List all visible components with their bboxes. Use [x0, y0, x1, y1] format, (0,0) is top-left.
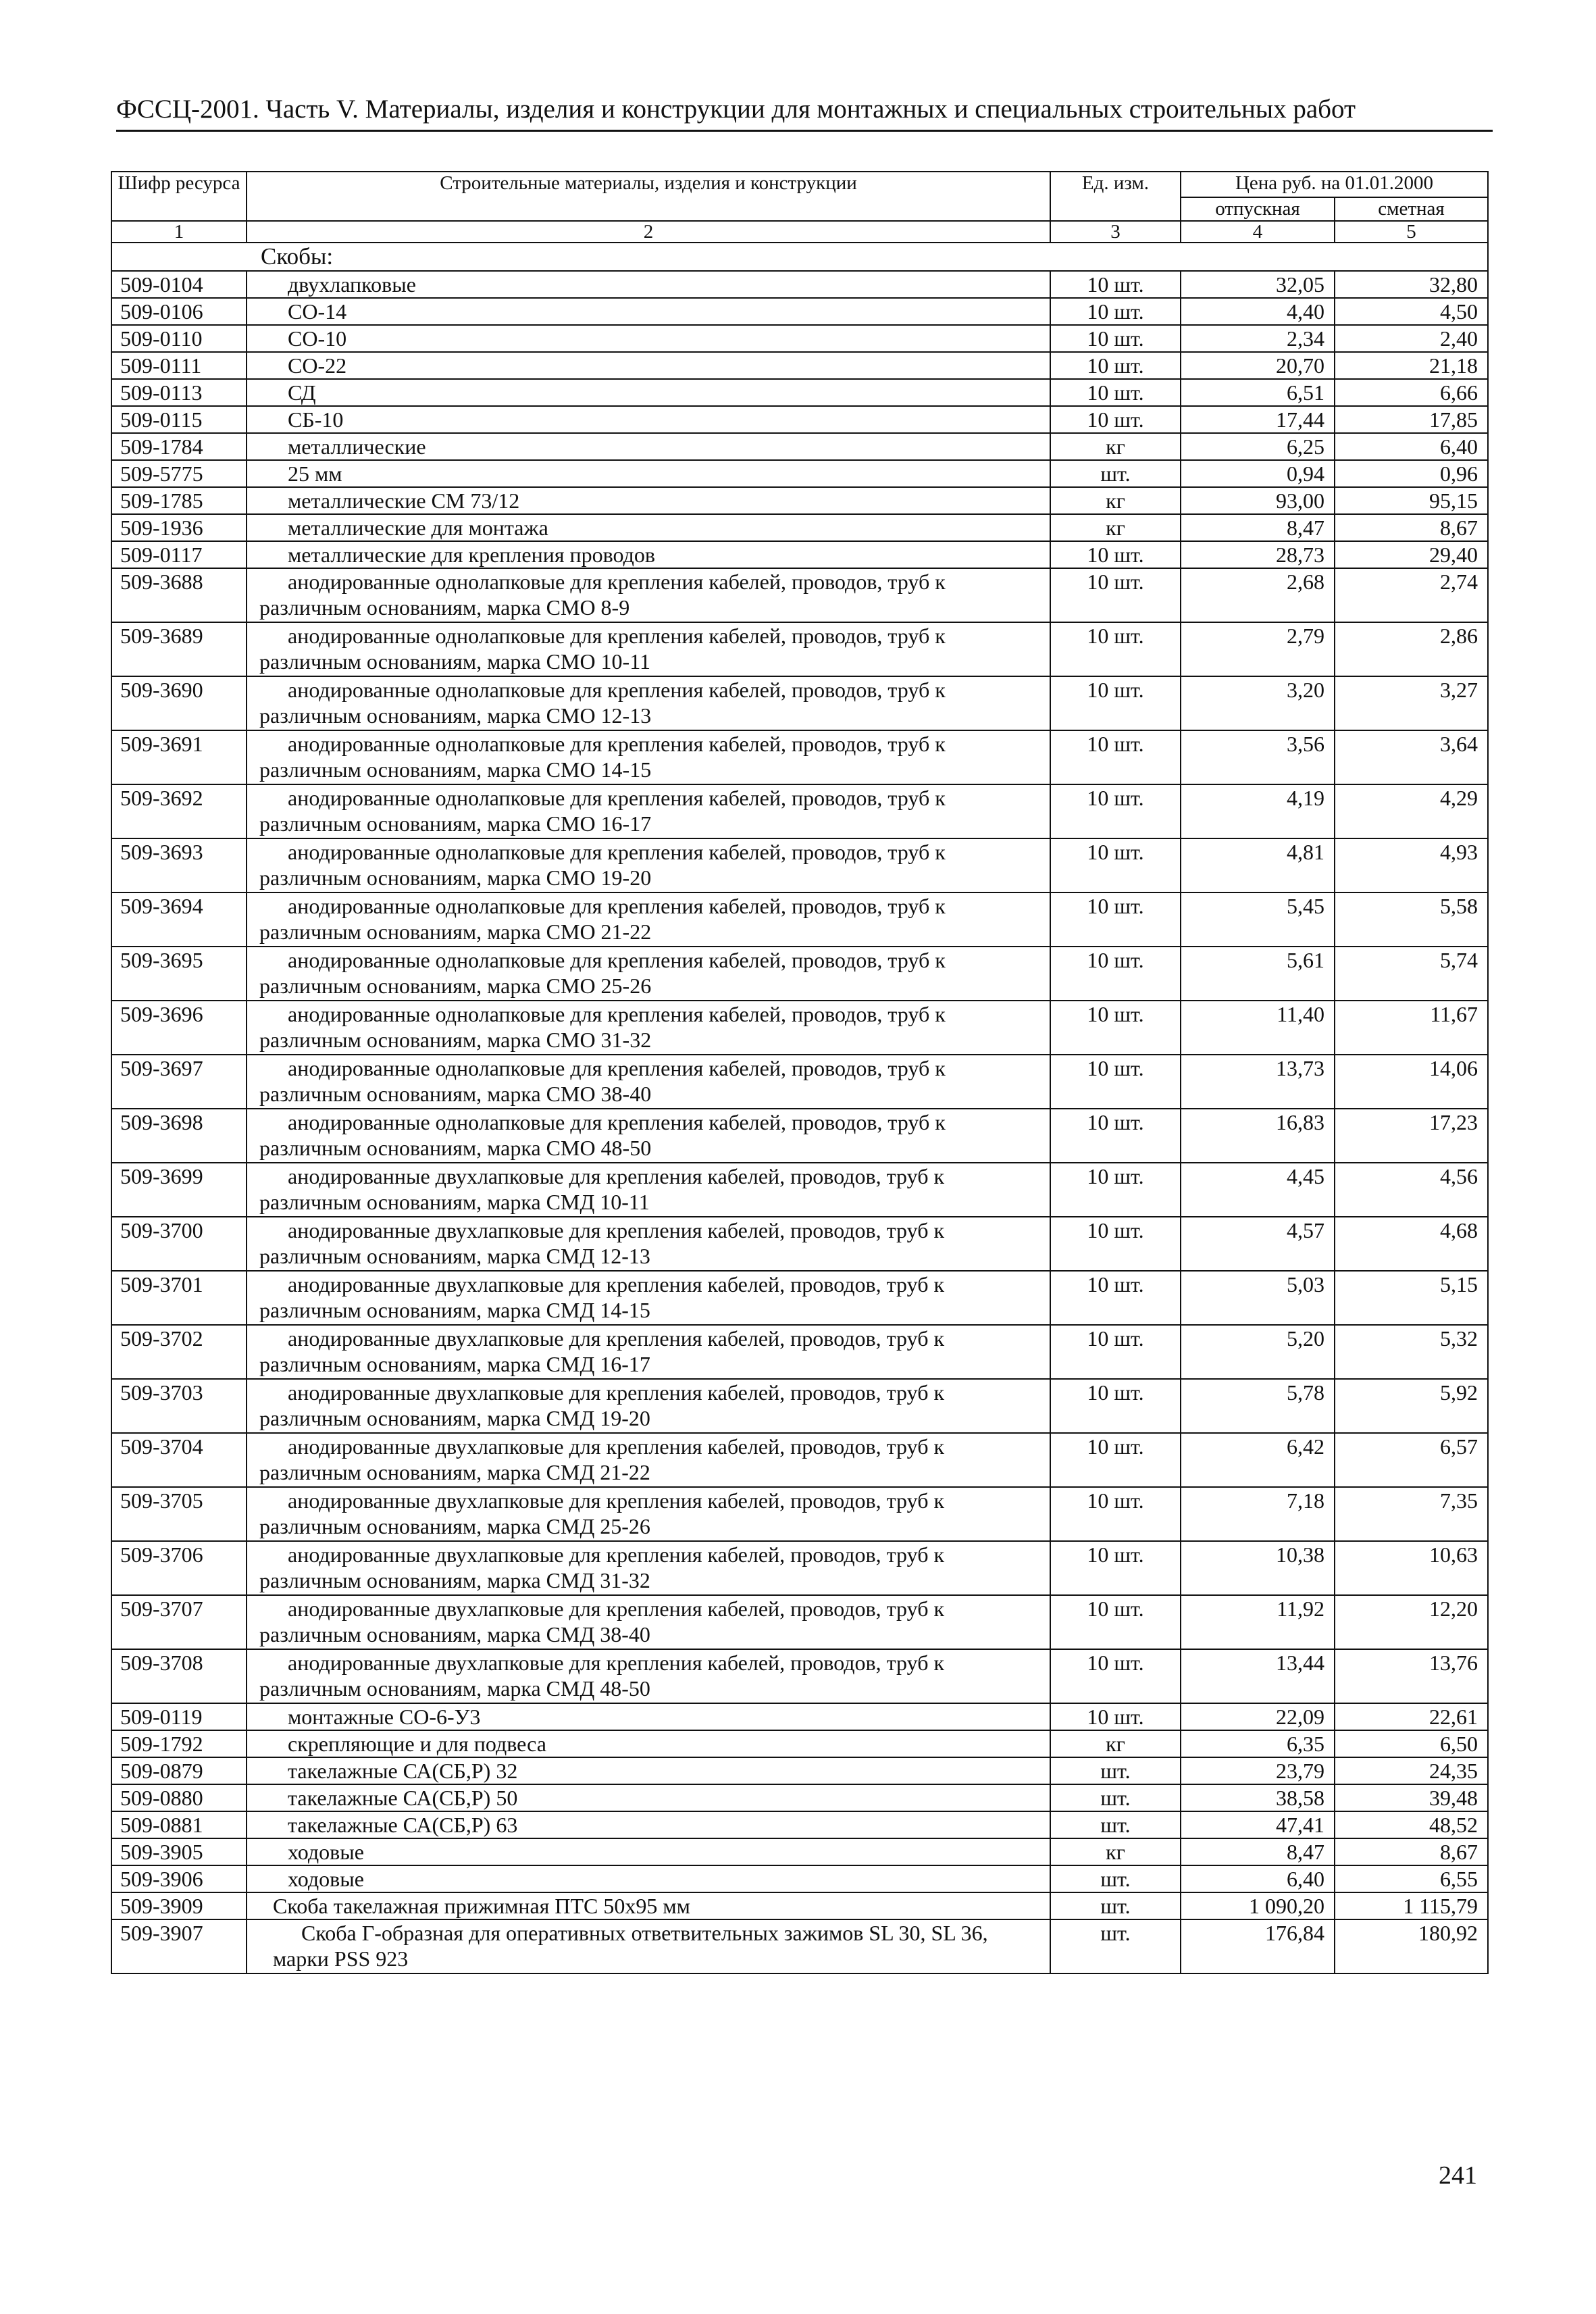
- table-row: [111, 1541, 1488, 1595]
- table-row: [111, 1757, 1488, 1784]
- cell-price-release: 4,81: [1181, 838, 1335, 892]
- cell-unit: 10 шт.: [1050, 406, 1181, 433]
- cell-code: 509-0880: [111, 1784, 247, 1811]
- cell-name: металлические СМ 73/12: [247, 487, 1050, 514]
- cell-price-estimate: 4,29: [1335, 784, 1488, 838]
- cell-name: анодированные однолапковые для крепления кабелей, проводов, труб к различным основаниям, марка СМО 19-20: [247, 838, 1050, 892]
- column-number: 3: [1050, 221, 1181, 243]
- cell-unit: 10 шт.: [1050, 541, 1181, 568]
- cell-name: СД: [247, 379, 1050, 406]
- table-row: [111, 1784, 1488, 1811]
- cell-code: 509-0110: [111, 325, 247, 352]
- cell-name: анодированные однолапковые для крепления кабелей, проводов, труб к различным основаниям, марка СМО 25-26: [247, 947, 1050, 1001]
- cell-price-estimate: 5,32: [1335, 1325, 1488, 1379]
- table-row: [111, 568, 1488, 622]
- table-row: [111, 298, 1488, 325]
- cell-price-estimate: 4,93: [1335, 838, 1488, 892]
- table-row: [111, 1838, 1488, 1865]
- cell-code: 509-3691: [111, 730, 247, 784]
- cell-price-estimate: 32,80: [1335, 271, 1488, 298]
- cell-unit: 10 шт.: [1050, 947, 1181, 1001]
- cell-price-release: 7,18: [1181, 1487, 1335, 1541]
- table-row: [111, 892, 1488, 947]
- cell-price-release: 47,41: [1181, 1811, 1335, 1838]
- cell-code: 509-3696: [111, 1001, 247, 1055]
- cell-code: 509-1792: [111, 1730, 247, 1757]
- cell-code: 509-3708: [111, 1649, 247, 1703]
- cell-code: 509-3906: [111, 1865, 247, 1892]
- cell-code: 509-1785: [111, 487, 247, 514]
- cell-name: анодированные двухлапковые для крепления кабелей, проводов, труб к различным основаниям, марка СМД 19-20: [247, 1379, 1050, 1433]
- table-row: [111, 379, 1488, 406]
- cell-price-release: 4,19: [1181, 784, 1335, 838]
- cell-price-release: 11,40: [1181, 1001, 1335, 1055]
- cell-name: анодированные однолапковые для крепления кабелей, проводов, труб к различным основаниям, марка СМО 12-13: [247, 676, 1050, 730]
- header-price-group: Цена руб. на 01.01.2000: [1181, 172, 1488, 197]
- cell-price-release: 22,09: [1181, 1703, 1335, 1730]
- cell-price-release: 8,47: [1181, 1838, 1335, 1865]
- table-row: [111, 460, 1488, 487]
- header-price-release: отпускная: [1181, 197, 1335, 221]
- cell-name: металлические: [247, 433, 1050, 460]
- cell-price-estimate: 6,50: [1335, 1730, 1488, 1757]
- cell-price-estimate: 2,74: [1335, 568, 1488, 622]
- cell-unit: 10 шт.: [1050, 892, 1181, 947]
- cell-price-release: 32,05: [1181, 271, 1335, 298]
- cell-code: 509-3703: [111, 1379, 247, 1433]
- cell-code: 509-3688: [111, 568, 247, 622]
- column-number: 4: [1181, 221, 1335, 243]
- column-numbers-row: [111, 221, 1488, 243]
- cell-name: Скоба такелажная прижимная ПТС 50х95 мм: [247, 1892, 1050, 1919]
- table-row: [111, 730, 1488, 784]
- table-row: [111, 1217, 1488, 1271]
- cell-price-estimate: 39,48: [1335, 1784, 1488, 1811]
- cell-code: 509-3692: [111, 784, 247, 838]
- cell-price-release: 5,20: [1181, 1325, 1335, 1379]
- cell-unit: кг: [1050, 514, 1181, 541]
- cell-code: 509-3690: [111, 676, 247, 730]
- cell-price-release: 13,73: [1181, 1055, 1335, 1109]
- column-number: 5: [1335, 221, 1488, 243]
- cell-code: 509-3907: [111, 1919, 247, 1973]
- cell-name: анодированные двухлапковые для крепления кабелей, проводов, труб к различным основаниям, марка СМД 14-15: [247, 1271, 1050, 1325]
- table-row: [111, 1865, 1488, 1892]
- cell-name: анодированные двухлапковые для крепления кабелей, проводов, труб к различным основаниям, марка СМД 16-17: [247, 1325, 1050, 1379]
- cell-unit: кг: [1050, 433, 1181, 460]
- header-name: Строительные материалы, изделия и конструкции: [247, 172, 1050, 221]
- table-row: [111, 1163, 1488, 1217]
- table-row: [111, 622, 1488, 676]
- table-row: [111, 541, 1488, 568]
- cell-price-estimate: 14,06: [1335, 1055, 1488, 1109]
- table-row: [111, 1001, 1488, 1055]
- cell-price-release: 4,40: [1181, 298, 1335, 325]
- table-row: [111, 1919, 1488, 1973]
- cell-unit: 10 шт.: [1050, 298, 1181, 325]
- table-row: [111, 1892, 1488, 1919]
- table-row: [111, 1055, 1488, 1109]
- table-row: [111, 406, 1488, 433]
- cell-name: анодированные двухлапковые для крепления кабелей, проводов, труб к различным основаниям, марка СМД 10-11: [247, 1163, 1050, 1217]
- cell-price-estimate: 4,56: [1335, 1163, 1488, 1217]
- cell-code: 509-3707: [111, 1595, 247, 1649]
- cell-price-release: 93,00: [1181, 487, 1335, 514]
- cell-price-release: 5,03: [1181, 1271, 1335, 1325]
- cell-unit: 10 шт.: [1050, 1703, 1181, 1730]
- cell-price-estimate: 8,67: [1335, 1838, 1488, 1865]
- cell-unit: шт.: [1050, 1784, 1181, 1811]
- cell-price-estimate: 17,85: [1335, 406, 1488, 433]
- table-row: [111, 1595, 1488, 1649]
- section-row: [111, 243, 1488, 271]
- cell-price-release: 3,56: [1181, 730, 1335, 784]
- cell-unit: 10 шт.: [1050, 1649, 1181, 1703]
- cell-code: 509-3698: [111, 1109, 247, 1163]
- cell-price-estimate: 180,92: [1335, 1919, 1488, 1973]
- section-title: Скобы:: [111, 243, 1488, 271]
- cell-price-release: 6,42: [1181, 1433, 1335, 1487]
- cell-unit: шт.: [1050, 1811, 1181, 1838]
- cell-code: 509-0106: [111, 298, 247, 325]
- cell-name: металлические для монтажа: [247, 514, 1050, 541]
- cell-unit: 10 шт.: [1050, 676, 1181, 730]
- table-row: [111, 1811, 1488, 1838]
- cell-unit: 10 шт.: [1050, 1055, 1181, 1109]
- cell-unit: кг: [1050, 487, 1181, 514]
- cell-code: 509-0111: [111, 352, 247, 379]
- cell-price-estimate: 6,66: [1335, 379, 1488, 406]
- cell-unit: 10 шт.: [1050, 1163, 1181, 1217]
- cell-price-estimate: 11,67: [1335, 1001, 1488, 1055]
- cell-price-estimate: 13,76: [1335, 1649, 1488, 1703]
- cell-name: анодированные однолапковые для крепления кабелей, проводов, труб к различным основаниям, марка СМО 8-9: [247, 568, 1050, 622]
- cell-name: анодированные двухлапковые для крепления кабелей, проводов, труб к различным основаниям, марка СМД 38-40: [247, 1595, 1050, 1649]
- cell-price-estimate: 1 115,79: [1335, 1892, 1488, 1919]
- cell-name: анодированные однолапковые для крепления кабелей, проводов, труб к различным основаниям, марка СМО 16-17: [247, 784, 1050, 838]
- cell-price-estimate: 4,50: [1335, 298, 1488, 325]
- column-number: 1: [111, 221, 247, 243]
- table-row: [111, 784, 1488, 838]
- page-number: 241: [1439, 2161, 1477, 2190]
- cell-price-estimate: 6,40: [1335, 433, 1488, 460]
- cell-unit: кг: [1050, 1838, 1181, 1865]
- cell-price-release: 6,25: [1181, 433, 1335, 460]
- cell-code: 509-3697: [111, 1055, 247, 1109]
- cell-code: 509-0881: [111, 1811, 247, 1838]
- cell-price-estimate: 5,15: [1335, 1271, 1488, 1325]
- cell-price-release: 17,44: [1181, 406, 1335, 433]
- cell-price-release: 38,58: [1181, 1784, 1335, 1811]
- cell-code: 509-3702: [111, 1325, 247, 1379]
- table-row: [111, 1433, 1488, 1487]
- table-row: [111, 947, 1488, 1001]
- cell-price-estimate: 95,15: [1335, 487, 1488, 514]
- cell-unit: 10 шт.: [1050, 622, 1181, 676]
- cell-code: 509-0119: [111, 1703, 247, 1730]
- cell-name: анодированные однолапковые для крепления кабелей, проводов, труб к различным основаниям, марка СМО 48-50: [247, 1109, 1050, 1163]
- cell-unit: 10 шт.: [1050, 1541, 1181, 1595]
- header-price-estimate: сметная: [1335, 197, 1488, 221]
- cell-price-release: 11,92: [1181, 1595, 1335, 1649]
- table-row: [111, 838, 1488, 892]
- cell-unit: 10 шт.: [1050, 1001, 1181, 1055]
- cell-price-release: 13,44: [1181, 1649, 1335, 1703]
- cell-price-release: 6,35: [1181, 1730, 1335, 1757]
- cell-price-release: 3,20: [1181, 676, 1335, 730]
- cell-code: 509-0115: [111, 406, 247, 433]
- table-row: [111, 514, 1488, 541]
- cell-price-estimate: 24,35: [1335, 1757, 1488, 1784]
- cell-name: ходовые: [247, 1838, 1050, 1865]
- cell-code: 509-3701: [111, 1271, 247, 1325]
- cell-name: СО-22: [247, 352, 1050, 379]
- cell-unit: 10 шт.: [1050, 568, 1181, 622]
- cell-code: 509-3704: [111, 1433, 247, 1487]
- table-row: [111, 1379, 1488, 1433]
- cell-price-estimate: 29,40: [1335, 541, 1488, 568]
- table-row: [111, 1325, 1488, 1379]
- cell-price-estimate: 5,74: [1335, 947, 1488, 1001]
- cell-code: 509-3706: [111, 1541, 247, 1595]
- cell-code: 509-1936: [111, 514, 247, 541]
- cell-unit: шт.: [1050, 1919, 1181, 1973]
- cell-unit: 10 шт.: [1050, 352, 1181, 379]
- cell-price-release: 5,45: [1181, 892, 1335, 947]
- cell-name: такелажные СА(СБ,Р) 50: [247, 1784, 1050, 1811]
- column-number: 2: [247, 221, 1050, 243]
- cell-code: 509-3695: [111, 947, 247, 1001]
- cell-code: 509-0879: [111, 1757, 247, 1784]
- cell-name: анодированные однолапковые для крепления кабелей, проводов, труб к различным основаниям, марка СМО 31-32: [247, 1001, 1050, 1055]
- cell-code: 509-3705: [111, 1487, 247, 1541]
- cell-name: СО-10: [247, 325, 1050, 352]
- cell-name: анодированные двухлапковые для крепления кабелей, проводов, труб к различным основаниям, марка СМД 21-22: [247, 1433, 1050, 1487]
- cell-price-release: 28,73: [1181, 541, 1335, 568]
- cell-unit: 10 шт.: [1050, 1325, 1181, 1379]
- cell-name: анодированные однолапковые для крепления кабелей, проводов, труб к различным основаниям, марка СМО 38-40: [247, 1055, 1050, 1109]
- cell-price-estimate: 3,27: [1335, 676, 1488, 730]
- cell-price-estimate: 8,67: [1335, 514, 1488, 541]
- cell-unit: 10 шт.: [1050, 325, 1181, 352]
- cell-code: 509-3909: [111, 1892, 247, 1919]
- cell-price-estimate: 12,20: [1335, 1595, 1488, 1649]
- cell-price-estimate: 48,52: [1335, 1811, 1488, 1838]
- cell-price-estimate: 5,58: [1335, 892, 1488, 947]
- cell-price-release: 0,94: [1181, 460, 1335, 487]
- page-header: ФССЦ-2001. Часть V. Материалы, изделия и конструкции для монтажных и специальных строительных работ: [116, 95, 1356, 124]
- cell-code: 509-3699: [111, 1163, 247, 1217]
- cell-code: 509-0104: [111, 271, 247, 298]
- cell-price-release: 176,84: [1181, 1919, 1335, 1973]
- cell-unit: 10 шт.: [1050, 1487, 1181, 1541]
- cell-unit: 10 шт.: [1050, 838, 1181, 892]
- cell-unit: шт.: [1050, 1757, 1181, 1784]
- cell-name: монтажные СО-6-У3: [247, 1703, 1050, 1730]
- cell-code: 509-3694: [111, 892, 247, 947]
- cell-price-estimate: 6,57: [1335, 1433, 1488, 1487]
- cell-unit: 10 шт.: [1050, 271, 1181, 298]
- cell-unit: 10 шт.: [1050, 1379, 1181, 1433]
- cell-unit: 10 шт.: [1050, 784, 1181, 838]
- cell-unit: шт.: [1050, 1892, 1181, 1919]
- cell-price-estimate: 5,92: [1335, 1379, 1488, 1433]
- cell-price-estimate: 6,55: [1335, 1865, 1488, 1892]
- cell-unit: кг: [1050, 1730, 1181, 1757]
- cell-price-release: 5,61: [1181, 947, 1335, 1001]
- cell-name: ходовые: [247, 1865, 1050, 1892]
- cell-name: анодированные однолапковые для крепления кабелей, проводов, труб к различным основаниям, марка СМО 10-11: [247, 622, 1050, 676]
- cell-price-release: 6,40: [1181, 1865, 1335, 1892]
- cell-name: двухлапковые: [247, 271, 1050, 298]
- cell-name: такелажные СА(СБ,Р) 32: [247, 1757, 1050, 1784]
- cell-price-release: 2,79: [1181, 622, 1335, 676]
- cell-name: Скоба Г-образная для оперативных ответвительных зажимов SL 30, SL 36, марки PSS 923: [247, 1919, 1050, 1973]
- cell-price-release: 2,68: [1181, 568, 1335, 622]
- cell-price-release: 6,51: [1181, 379, 1335, 406]
- cell-price-estimate: 21,18: [1335, 352, 1488, 379]
- cell-name: 25 мм: [247, 460, 1050, 487]
- header-code: Шифр ресурса: [111, 172, 247, 221]
- cell-unit: 10 шт.: [1050, 1109, 1181, 1163]
- table-row: [111, 1109, 1488, 1163]
- cell-name: анодированные двухлапковые для крепления кабелей, проводов, труб к различным основаниям, марка СМД 25-26: [247, 1487, 1050, 1541]
- cell-price-release: 1 090,20: [1181, 1892, 1335, 1919]
- cell-unit: 10 шт.: [1050, 1271, 1181, 1325]
- cell-code: 509-0117: [111, 541, 247, 568]
- cell-code: 509-1784: [111, 433, 247, 460]
- cell-name: анодированные двухлапковые для крепления кабелей, проводов, труб к различным основаниям, марка СМД 31-32: [247, 1541, 1050, 1595]
- cell-name: СО-14: [247, 298, 1050, 325]
- cell-price-release: 16,83: [1181, 1109, 1335, 1163]
- cell-code: 509-3905: [111, 1838, 247, 1865]
- cell-unit: шт.: [1050, 460, 1181, 487]
- cell-price-estimate: 2,40: [1335, 325, 1488, 352]
- cell-price-estimate: 7,35: [1335, 1487, 1488, 1541]
- cell-name: анодированные однолапковые для крепления кабелей, проводов, труб к различным основаниям, марка СМО 21-22: [247, 892, 1050, 947]
- table-row: [111, 1703, 1488, 1730]
- cell-price-estimate: 10,63: [1335, 1541, 1488, 1595]
- table-row: [111, 433, 1488, 460]
- cell-price-release: 5,78: [1181, 1379, 1335, 1433]
- price-table: [111, 171, 1489, 1974]
- cell-name: анодированные однолапковые для крепления кабелей, проводов, труб к различным основаниям, марка СМО 14-15: [247, 730, 1050, 784]
- cell-price-release: 8,47: [1181, 514, 1335, 541]
- cell-price-release: 4,57: [1181, 1217, 1335, 1271]
- cell-unit: 10 шт.: [1050, 1217, 1181, 1271]
- cell-price-estimate: 4,68: [1335, 1217, 1488, 1271]
- cell-name: скрепляющие и для подвеса: [247, 1730, 1050, 1757]
- cell-name: СБ-10: [247, 406, 1050, 433]
- cell-price-release: 23,79: [1181, 1757, 1335, 1784]
- cell-price-estimate: 17,23: [1335, 1109, 1488, 1163]
- header-unit: Ед. изм.: [1050, 172, 1181, 221]
- cell-code: 509-0113: [111, 379, 247, 406]
- cell-price-release: 2,34: [1181, 325, 1335, 352]
- cell-price-estimate: 0,96: [1335, 460, 1488, 487]
- header-rule: [116, 130, 1493, 132]
- table-row: [111, 271, 1488, 298]
- cell-unit: 10 шт.: [1050, 730, 1181, 784]
- cell-price-estimate: 3,64: [1335, 730, 1488, 784]
- cell-price-release: 4,45: [1181, 1163, 1335, 1217]
- cell-name: анодированные двухлапковые для крепления кабелей, проводов, труб к различным основаниям, марка СМД 48-50: [247, 1649, 1050, 1703]
- table-row: [111, 1271, 1488, 1325]
- table-row: [111, 487, 1488, 514]
- cell-unit: 10 шт.: [1050, 1433, 1181, 1487]
- cell-unit: шт.: [1050, 1865, 1181, 1892]
- table-row: [111, 676, 1488, 730]
- cell-code: 509-3689: [111, 622, 247, 676]
- cell-code: 509-5775: [111, 460, 247, 487]
- cell-code: 509-3693: [111, 838, 247, 892]
- cell-name: такелажные СА(СБ,Р) 63: [247, 1811, 1050, 1838]
- cell-name: металлические для крепления проводов: [247, 541, 1050, 568]
- cell-code: 509-3700: [111, 1217, 247, 1271]
- cell-unit: 10 шт.: [1050, 379, 1181, 406]
- table-row: [111, 1649, 1488, 1703]
- cell-price-estimate: 22,61: [1335, 1703, 1488, 1730]
- cell-price-release: 20,70: [1181, 352, 1335, 379]
- cell-price-estimate: 2,86: [1335, 622, 1488, 676]
- cell-name: анодированные двухлапковые для крепления кабелей, проводов, труб к различным основаниям, марка СМД 12-13: [247, 1217, 1050, 1271]
- table-row: [111, 325, 1488, 352]
- table-row: [111, 1730, 1488, 1757]
- table-row: [111, 1487, 1488, 1541]
- table-row: [111, 352, 1488, 379]
- cell-unit: 10 шт.: [1050, 1595, 1181, 1649]
- cell-price-release: 10,38: [1181, 1541, 1335, 1595]
